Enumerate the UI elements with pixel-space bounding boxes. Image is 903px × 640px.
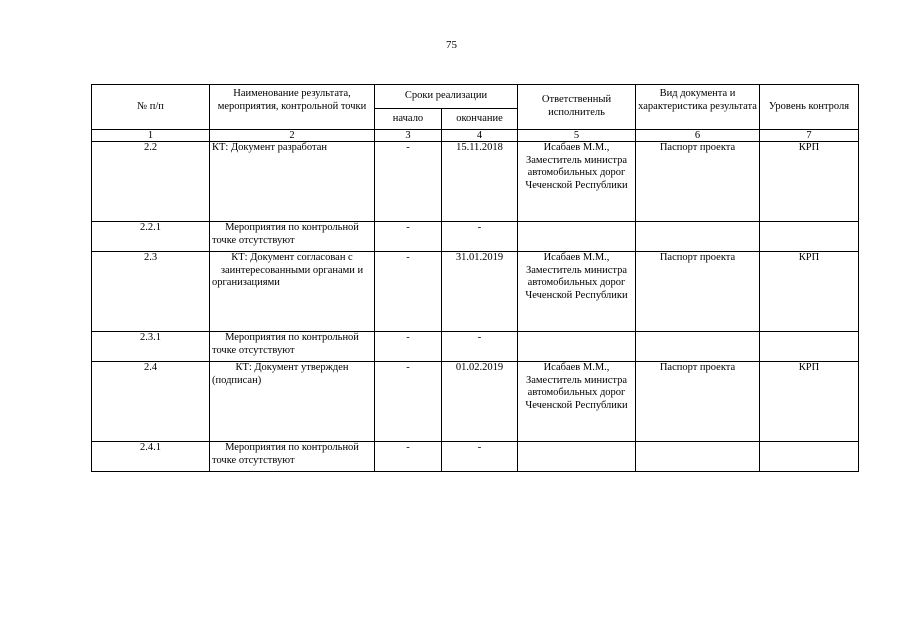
column-number-row [92, 130, 859, 142]
row-name-cell: КТ: Документ согласован с заинтересованными органами и организациями [210, 252, 375, 332]
row-end-cell: - [442, 222, 518, 252]
column-number: 5 [518, 130, 636, 142]
row-number-cell: 2.4 [92, 362, 210, 442]
header-responsible: Ответственный исполнитель [518, 85, 636, 130]
header-control: Уровень контроля [760, 85, 859, 130]
row-start-cell: - [375, 332, 442, 362]
row-control-cell: КРП [760, 142, 859, 222]
row-doc-type-cell [636, 222, 760, 252]
row-end-cell: 15.11.2018 [442, 142, 518, 222]
page-number: 75 [446, 39, 457, 51]
row-responsible-cell [518, 442, 636, 472]
table-row [92, 442, 859, 472]
header-start: начало [375, 109, 442, 130]
row-responsible-cell [518, 222, 636, 252]
header-terms: Сроки реализации [375, 85, 518, 109]
row-name-cell: КТ: Документ утвержден (подписан) [210, 362, 375, 442]
row-end-cell: 01.02.2019 [442, 362, 518, 442]
control-points-table [91, 84, 859, 472]
column-number: 1 [92, 130, 210, 142]
row-responsible-cell: Исабаев М.М., Заместитель министра автомобильных дорог Чеченской Республики [518, 142, 636, 222]
row-name-cell: Мероприятия по контрольной точке отсутствуют [210, 332, 375, 362]
row-doc-type-cell: Паспорт проекта [636, 142, 760, 222]
row-start-cell: - [375, 142, 442, 222]
table-row [92, 362, 859, 442]
row-doc-type-cell [636, 442, 760, 472]
row-name-cell: Мероприятия по контрольной точке отсутствуют [210, 442, 375, 472]
row-responsible-cell: Исабаев М.М., Заместитель министра автомобильных дорог Чеченской Республики [518, 362, 636, 442]
row-number-cell: 2.2.1 [92, 222, 210, 252]
row-end-cell: - [442, 332, 518, 362]
row-control-cell [760, 442, 859, 472]
column-number: 3 [375, 130, 442, 142]
row-doc-type-cell: Паспорт проекта [636, 362, 760, 442]
row-control-cell: КРП [760, 252, 859, 332]
row-control-cell: КРП [760, 362, 859, 442]
header-doc-type: Вид документа и характеристика результата [636, 85, 760, 130]
row-number-cell: 2.3 [92, 252, 210, 332]
row-number-cell: 2.3.1 [92, 332, 210, 362]
column-number: 7 [760, 130, 859, 142]
row-end-cell: - [442, 442, 518, 472]
column-number: 6 [636, 130, 760, 142]
table-row [92, 332, 859, 362]
row-start-cell: - [375, 362, 442, 442]
row-number-cell: 2.4.1 [92, 442, 210, 472]
table-row [92, 222, 859, 252]
table-row [92, 142, 859, 222]
row-responsible-cell [518, 332, 636, 362]
row-name-cell: КТ: Документ разработан [210, 142, 375, 222]
column-number: 2 [210, 130, 375, 142]
header-name: Наименование результата, мероприятия, контрольной точки [210, 85, 375, 130]
header-row [92, 85, 859, 109]
table-row [92, 252, 859, 332]
row-doc-type-cell [636, 332, 760, 362]
row-control-cell [760, 222, 859, 252]
row-start-cell: - [375, 252, 442, 332]
header-num: № п/п [92, 85, 210, 130]
row-number-cell: 2.2 [92, 142, 210, 222]
row-name-cell: Мероприятия по контрольной точке отсутствуют [210, 222, 375, 252]
row-start-cell: - [375, 442, 442, 472]
column-number: 4 [442, 130, 518, 142]
row-control-cell [760, 332, 859, 362]
row-responsible-cell: Исабаев М.М., Заместитель министра автомобильных дорог Чеченской Республики [518, 252, 636, 332]
row-doc-type-cell: Паспорт проекта [636, 252, 760, 332]
header-end: окончание [442, 109, 518, 130]
row-end-cell: 31.01.2019 [442, 252, 518, 332]
row-start-cell: - [375, 222, 442, 252]
